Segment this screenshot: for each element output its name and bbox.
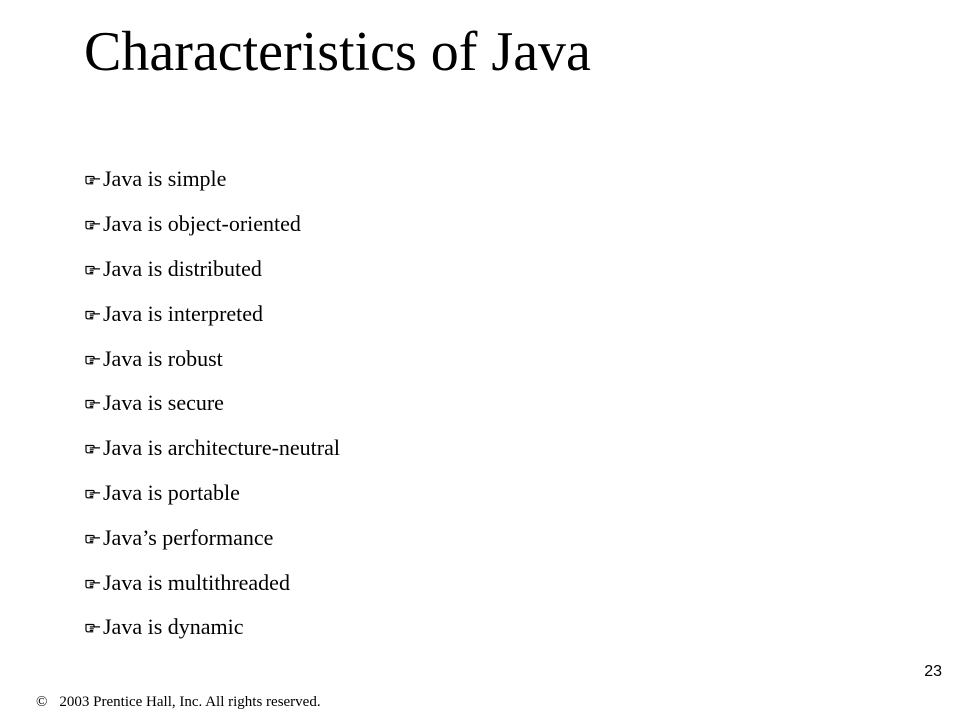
bullet-text: Java is dynamic [103,614,244,640]
list-item [84,202,340,247]
list-item [84,471,340,516]
pointing-hand-icon [84,441,102,455]
pointing-hand-icon [84,396,102,410]
slide-title: Characteristics of Java [84,21,591,83]
page-number: 23 [924,663,942,680]
pointing-hand-icon [84,172,102,186]
pointing-hand-icon [84,576,102,590]
copyright-text: 2003 Prentice Hall, Inc. All rights reserved. [59,694,321,710]
list-item [84,515,340,560]
bullet-text: Java is object-oriented [103,211,301,237]
list-item [84,426,340,471]
list-item [84,336,340,381]
pointing-hand-icon [84,620,102,634]
pointing-hand-icon [84,352,102,366]
list-item [84,605,340,650]
bullet-text: Java is multithreaded [103,569,290,595]
pointing-hand-icon [84,307,102,321]
bullet-text: Java’s performance [103,524,274,550]
bullet-list [84,157,340,650]
pointing-hand-icon [84,217,102,231]
list-item [84,247,340,292]
copyright-footer [36,695,321,710]
bullet-text: Java is portable [103,479,240,505]
pointing-hand-icon [84,262,102,276]
bullet-text: Java is secure [103,390,224,416]
list-item [84,381,340,426]
pointing-hand-icon [84,531,102,545]
bullet-text: Java is simple [103,166,227,192]
copyright-icon: © [36,694,48,710]
bullet-text: Java is architecture-neutral [103,435,340,461]
bullet-text: Java is interpreted [103,300,264,326]
bullet-text: Java is distributed [103,255,262,281]
list-item [84,560,340,605]
pointing-hand-icon [84,486,102,500]
list-item [84,291,340,336]
list-item [84,157,340,202]
bullet-text: Java is robust [103,345,223,371]
